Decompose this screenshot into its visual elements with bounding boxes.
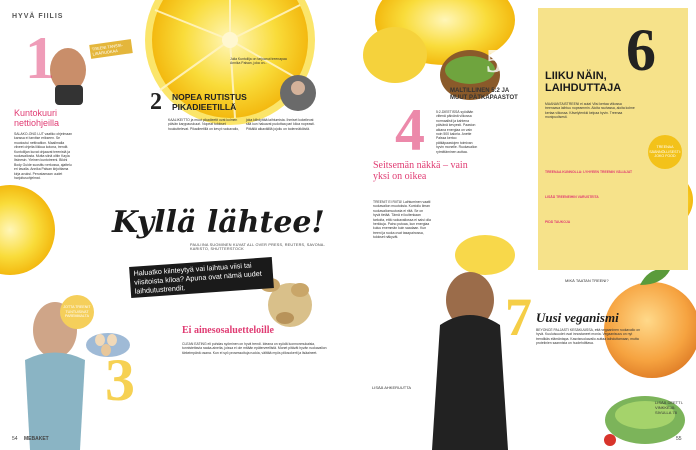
sticker-4: MIKÄ TAATAN TREENI?: [565, 278, 609, 283]
item-5-number: 5: [486, 43, 503, 80]
item-2-title: NOPEA RUTISTUS PIKADIEETILLÄ: [172, 92, 247, 112]
item-5-text: 5:2-DIEETISSÄ syödään viitenä päivänä viikossa normaalisti ja kahtena päivänä kevyesti. Paaston aikana energiaa on vain noin 500 kaloria. Anette Palssa kertoo pätkäpaastojen toimivan hyvin monelle. Ruokavalion rytmittäminen auttaa.: [436, 110, 478, 154]
item-1-title: Kuntokuuri nettiohjeilla: [14, 108, 60, 128]
item-6-subhead-2: LISÄÄ TREENEIHIN VARUSTEITA: [545, 195, 599, 199]
item-1-badge: TREENI TANSSI-LISÄRUOKAA: [89, 39, 133, 59]
item-4-title: Seitsemän näkkä – vain yksi on oikea: [373, 160, 468, 182]
magazine-name: MEBAKET: [24, 436, 49, 442]
item-3-title: Ei ainesosaluetteloille: [182, 325, 274, 336]
item-7-title: Uusi veganismi: [536, 310, 619, 325]
page-number-right: 55: [676, 436, 682, 442]
sticker-1: JOTTA TREENIT TUNTUISIVAT PAREMMALTA: [60, 295, 94, 329]
page-number-left: 54: [12, 436, 18, 442]
lemon-small-icon: [363, 27, 427, 83]
item-3-text: CLEAN EATING eli puhdas syöminen on hyvä trendi. Ideana on syödä luonnonmukaisia, tunnistettavia raaka-aineita, joissa ei ole mitään epäterveellistä. Monet pitävät hyvän ruokavalion tärkeimpänä osana. Kun ei syö prosessoituja ruokia, välttää myös piilosokerit ja lisäaineet.: [182, 342, 327, 355]
item-7-number: 7: [505, 287, 532, 347]
intro-text: Haluatko kiinteytyä vai laihtua viisi tai viisitoista kiloa? Apuna ovat nämä uudet laihdutustrendit.: [129, 257, 274, 298]
item-6-title: LIIKU NÄIN, LAIHDUTTAJA: [545, 70, 622, 94]
byline: PAULIINA SUOMINEN KUVAT ALL OVER PRESS, REUTERS, SAVONA-KARISTO, SHUTTERSTOCK: [190, 243, 325, 251]
sticker-3: LISÄÄ AHKERUUTTA: [372, 385, 412, 390]
item-1-number: 1: [25, 25, 55, 91]
photo-caption: Julia Kuntoilija on tarjoanut treenapaa Annika Palsan, joka on...: [230, 57, 287, 66]
item-1-text: SALAKO-ONG LUT vaatiko ohjelmaan kanssa ei tarvitse erikseen. Se muotoutui nettivaltion. Maailmalla viiveet ohjeita liikkua kotona, trendit. Kuntoilijan kuvat ohjaavat treenistä ja ruokavaliosta. Mutta siinä oltiin Kayla Itsinesin. Yleinen kuntotreeni. Bikini Body Guide suosittu verkossa, ajattelu eri tavalla. Annika Palsan kirjoittama kirja avuksi. Perustamaan uudet harjoitusohjelmat.: [14, 132, 72, 181]
item-7-text: BEYONCÉ PALJASTI KESÄKUUSSA, että vegaaninen ruokavalio on hyvä. Kuuluisuudet ovat innostaneet monia. Vegaanisuus on nyt trendikäs elämäntapa. Kasvisruokavalio auttaa laihduttamaan, mutta proteiinien saannista on huolehdittava.: [536, 328, 640, 346]
sticker-6: TREENAA SÄÄNNÖLLISESTI: JOKO FOOD: [648, 135, 682, 169]
item-4-number: 4: [395, 97, 425, 163]
headline: Kyllä lähtee!: [112, 205, 325, 240]
item-3-number: 3: [105, 347, 135, 413]
item-6-subhead-1: TREENAA KUNNOLLA: LYHYEEN TREENIN VÄLIAJAT: [545, 170, 633, 174]
item-6-subhead-3: PIDÄ TAUKOJA: [545, 220, 571, 224]
section-label: HYVÄ FIILIS: [12, 13, 64, 20]
item-2-number: 2: [150, 89, 162, 115]
sticker-5: LISÄÄ DEETTI-VINKKEJÄ: SIVULLA 78: [655, 400, 684, 415]
item-4-text: TREENIT EI RIITÄ! Laihtuminen vaatii ruokavalion muutoksia. Kuntoilu ilman ruokavaliomuutosta ei riitä. Se on hyvä tietää. Tämä ei kuitenkaan tarkoita, että ruokavaliossa ei saisi olla herkkuja. Paino putoaa, kun energiaa kuluu enemmän kuin saadaan. Kun treeni ja ruoka ovat tasapainossa, tulokset näkyvät.: [373, 200, 431, 240]
item-6-number: 6: [626, 17, 656, 83]
item-2-text: KAALIKEITTO ja muut pikadieetit ovat kolmen päivän karppauskuuri. Nopeat tulokset houkuttelevat. Pikadieetillä on kevyt ruokavalio, joka kiihdyttää laihtumista. Ihmiset kokeilevat sitä kun haluavat pudottaa pari kiloa nopeasti. Pitkällä aikavälillä jojoilu on todennäköistä.: [168, 118, 315, 131]
item-5-title: MALTILLINEN 5:2 JA MUUT PÄTKÄPAASTOT: [450, 88, 518, 101]
item-6-text: MAANANTAISTREENI ei auta! Viisi kertaa viikossa treenaava laihtuu nopeammin. Aloita rauhassa, aloita kolme kertaa viikossa. Kävelylenkki kelpaa hyvin. Treenaa monipuolisesti.: [545, 102, 635, 120]
